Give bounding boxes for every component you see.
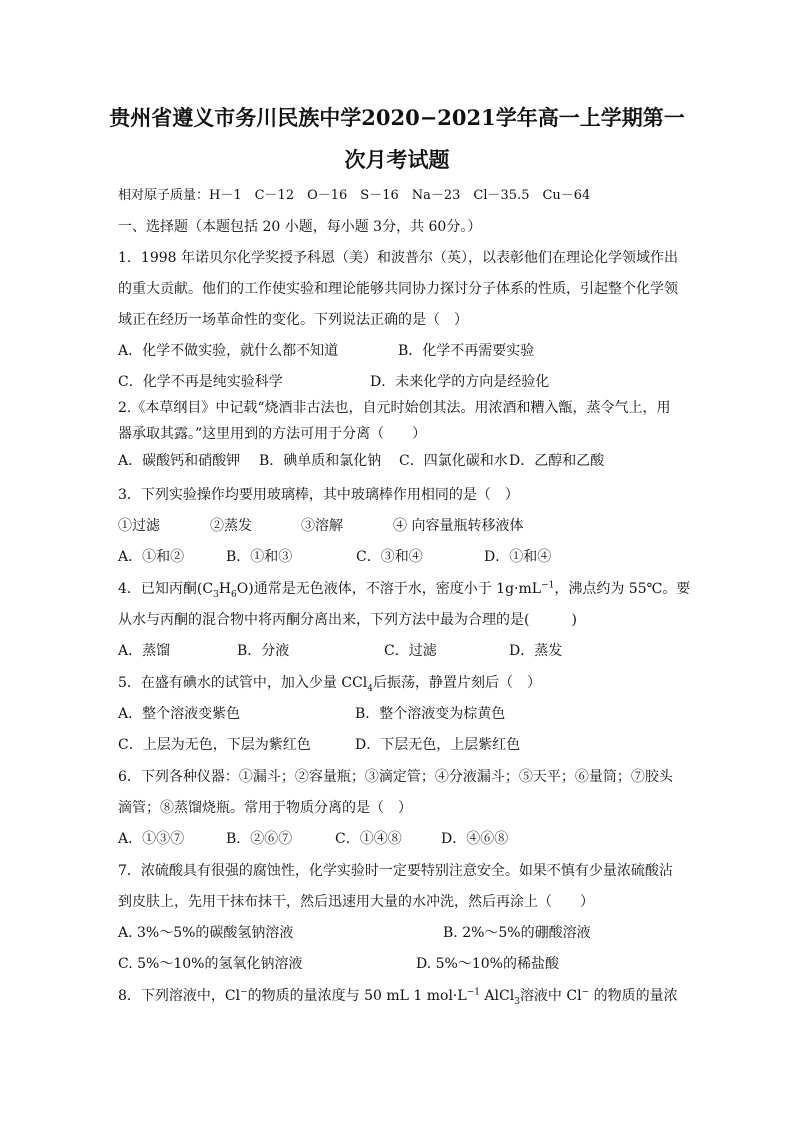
q4-text-c: O)通常是无色液体，不溶于水，密度小于 1g·mL: [236, 581, 542, 597]
q8-text-a: 8．下列溶液中，Cl: [118, 988, 241, 1004]
q7-line-1: 7．浓硫酸具有很强的腐蚀性，化学实验时一定要特别注意安全。如果不慎有少量浓硫酸沾: [118, 863, 673, 879]
q5-option-d: D．下层无色，上层紫红色: [355, 737, 521, 753]
q5-option-b: B．整个溶液变为棕黄色: [355, 706, 506, 722]
q8-text-c: AlCl: [479, 988, 515, 1004]
q1-option-b: B．化学不再需要实验: [398, 343, 535, 359]
q5-text-a: 5．在盛有碘水的试管中，加入少量 CCl: [118, 675, 368, 691]
q3-option-a: A．①和②: [118, 549, 185, 565]
q1-option-a: A．化学不做实验，就什么都不知道: [118, 343, 339, 359]
q6-option-a: A．①③⑦: [118, 831, 185, 847]
q6-option-b: B．②⑥⑦: [226, 831, 293, 847]
q1-option-c: C．化学不再是纯实验科学: [118, 374, 283, 390]
q4-option-d: D．蒸发: [509, 643, 563, 659]
q8-text-e: 的物质的量浓: [589, 988, 678, 1004]
q4-option-a: A．蒸馏: [118, 643, 171, 659]
q8-text-d: 溶液中 Cl: [519, 988, 582, 1004]
q7-option-c: C. 5%～10%的氢氧化钠溶液: [118, 956, 303, 972]
q1-option-d: D．未来化学的方向是经验化: [370, 374, 550, 390]
q8-text-b: 的物质的量浓度与 50 mL 1 mol·L: [247, 988, 467, 1004]
q8-line-1: [118, 986, 678, 1006]
q2-line-2: 器承取其露。”这里用到的方法可用于分离（ ）: [118, 426, 427, 442]
q4-text-b: H: [218, 581, 232, 597]
q7-line-2: 到皮肤上，先用干抹布抹干，然后迅速用大量的水冲洗，然后再涂上（ ）: [118, 894, 594, 910]
q3-line-1: 3．下列实验操作均要用玻璃棒，其中玻璃棒作用相同的是（ ）: [118, 487, 519, 503]
q4-line-1: [118, 579, 690, 599]
q5-option-a: A．整个溶液变紫色: [118, 706, 241, 722]
q6-option-d: D．④⑥⑧: [441, 831, 509, 847]
q3-option-d: D．①和④: [484, 549, 552, 565]
q4-sup: −1: [541, 580, 555, 591]
q7-option-b: B. 2%～5%的硼酸溶液: [443, 925, 591, 941]
q2-line-1: 2.《本草纲目》中记载“烧酒非古法也，自元时始创其法。用浓酒和糟入甑，蒸令气上，用: [118, 400, 671, 416]
q5-option-c: C．上层为无色，下层为紫红色: [118, 737, 311, 753]
q1-line-3: 域正在经历一场革命性的变化。下列说法正确的是（ ）: [118, 312, 468, 328]
q3-item-2: ②蒸发: [210, 518, 252, 534]
q4-sub-1: 3: [213, 589, 219, 600]
q4-sub-2: 6: [231, 589, 237, 600]
q7-option-a: A. 3%～5%的碳酸氢钠溶液: [118, 925, 294, 941]
q4-line-2: 从水与丙酮的混合物中将丙酮分离出来，下列方法中最为合理的是( ): [118, 612, 577, 628]
q5-line-1: [118, 673, 541, 693]
q5-sub: 4: [367, 683, 373, 694]
q3-option-b: B．①和③: [226, 549, 293, 565]
q6-line-1: 6．下列各种仪器：①漏斗；②容量瓶；③滴定管；④分液漏斗；⑤天平；⑥量筒；⑦胶头: [118, 769, 673, 785]
q7-option-d: D. 5%～10%的稀盐酸: [416, 956, 559, 972]
q4-option-c: C．过滤: [384, 643, 437, 659]
q1-line-2: 的重大贡献。他们的工作使实验和理论能够共同协力探讨分子体系的性质，引起整个化学领: [118, 281, 678, 297]
title-line-2: 次月考试题: [344, 147, 450, 172]
q5-text-b: 后振荡，静置片刻后（ ）: [373, 675, 541, 691]
q4-option-b: B．分液: [237, 643, 290, 659]
q6-line-2: 滴管；⑧蒸馏烧瓶。常用于物质分离的是（ ）: [118, 800, 412, 816]
q3-item-1: ①过滤: [118, 518, 160, 534]
q2-option-d: D．乙醇和乙酸: [509, 453, 605, 469]
q1-line-1: 1．1998 年诺贝尔化学奖授予科恩（美）和波普尔（英），以表彰他们在理论化学领域作出: [118, 250, 678, 266]
q8-sup-3: −: [581, 987, 590, 998]
atomic-masses: 相对原子质量：H－1 C－12 O－16 S－16 Na－23 Cl－35.5 Cu－64: [118, 188, 591, 203]
q6-option-c: C．①④⑧: [335, 831, 402, 847]
q3-item-4: ④ 向容量瓶转移液体: [393, 518, 524, 534]
q8-sup-2: −1: [466, 987, 480, 998]
q8-sup-1: −: [240, 987, 248, 998]
title-line-1: 贵州省遵义市务川民族中学2020−2021学年高一上学期第一: [109, 105, 685, 130]
q3-item-3: ③溶解: [301, 518, 343, 534]
q2-option-b: B．碘单质和氯化钠: [259, 453, 382, 469]
q2-option-c: C．四氯化碳和水: [399, 453, 508, 469]
q8-sub: 3: [514, 996, 520, 1007]
q4-text-d: ，沸点约为 55℃。要: [554, 581, 691, 597]
q3-option-c: C．③和④: [356, 549, 423, 565]
section-heading: 一、选择题（本题包括 20 小题，每小题 3分，共 60分。）: [118, 219, 482, 235]
q4-text-a: 4．已知丙酮(C: [118, 581, 214, 597]
q2-option-a: A．碳酸钙和硝酸钾: [118, 453, 241, 469]
